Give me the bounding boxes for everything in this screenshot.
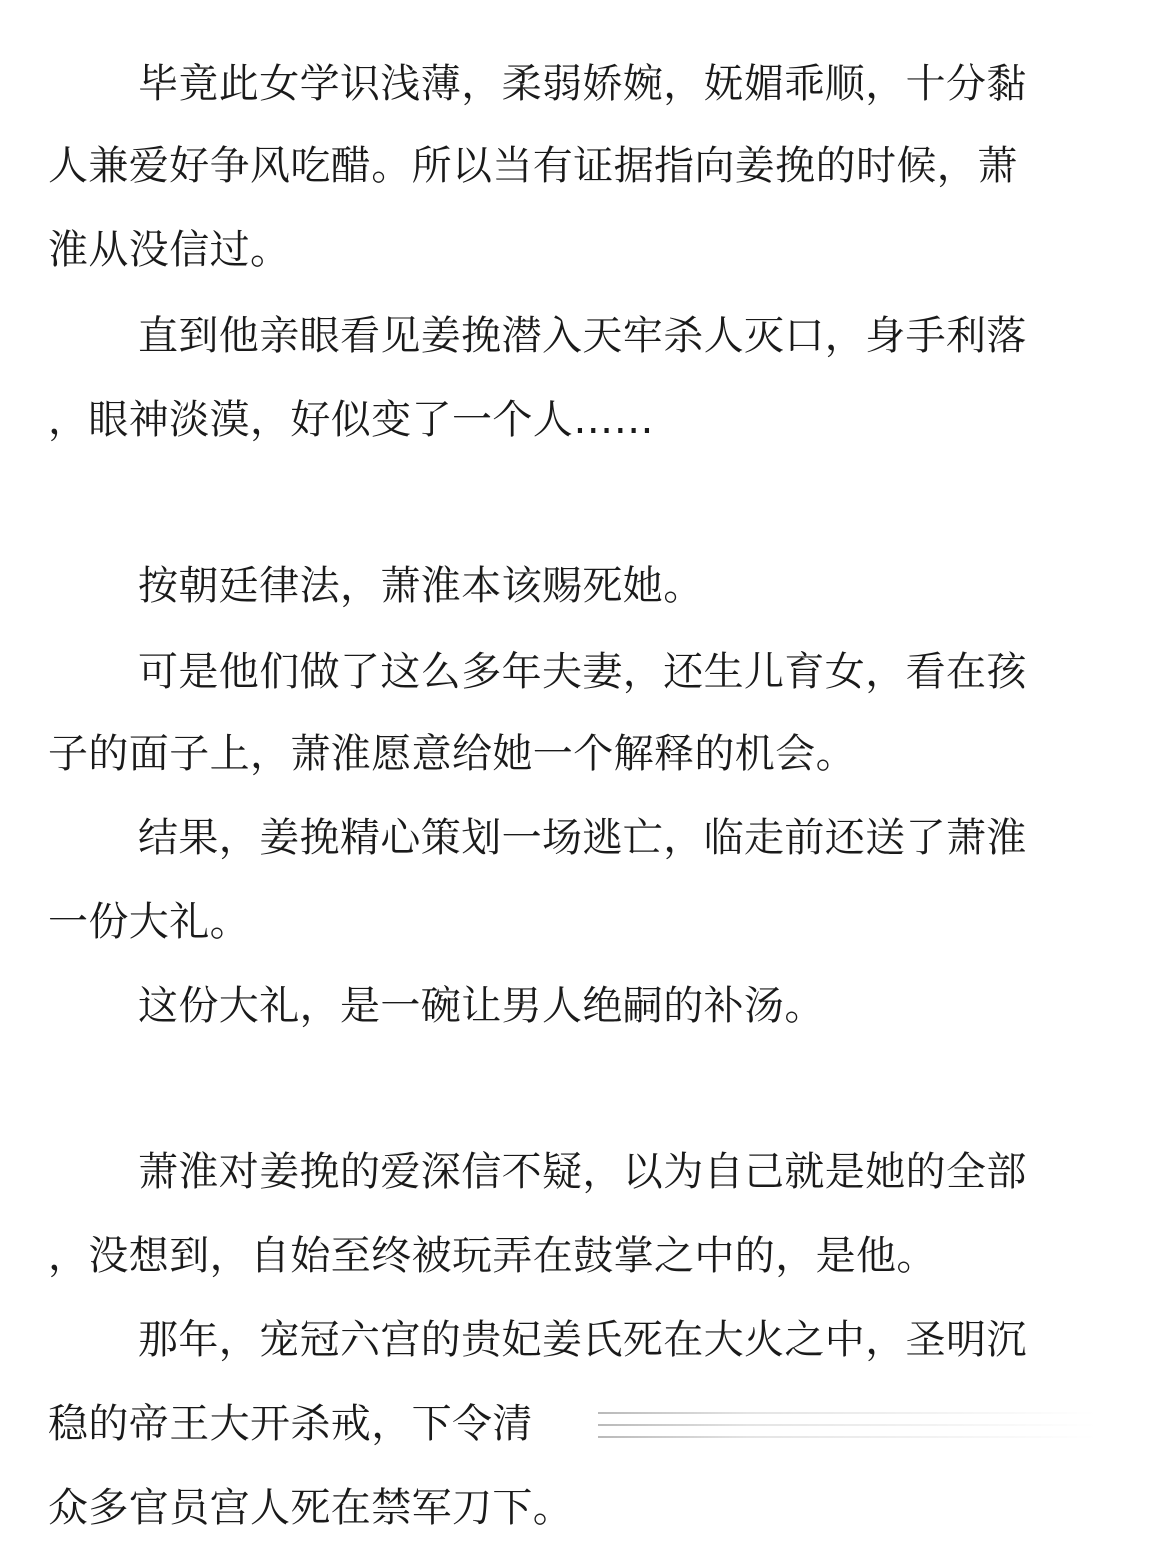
paragraph-4-line-1: 可是他们做了这么多年夫妻，还生儿育女，看在孩: [138, 649, 1027, 695]
paragraph-1-line-1: 毕竟此女学识浅薄，柔弱娇婉，妩媚乖顺，十分黏: [138, 61, 1027, 107]
paragraph-8-line-3: 众多官员宫人死在禁军刀下。: [48, 1485, 574, 1531]
paragraph-1-line-2: 人兼爱好争风吃醋。所以当有证据指向姜挽的时候，萧: [48, 143, 1018, 189]
paragraph-2-line-2: ，眼神淡漠，好似变了一个人……: [48, 397, 654, 443]
faded-text-overlay: [595, 1402, 1125, 1452]
faded-stroke-3: [598, 1436, 1098, 1438]
paragraph-4-line-2: 子的面子上，萧淮愿意给她一个解释的机会。: [48, 731, 856, 777]
paragraph-5-line-2: 一份大礼。: [48, 899, 250, 945]
paragraph-8-line-2: 稳的帝王大开杀戒，下令清: [48, 1401, 533, 1447]
paragraph-7-line-2: ，没想到，自始至终被玩弄在鼓掌之中的，是他。: [48, 1233, 937, 1279]
faded-stroke-2: [598, 1424, 1098, 1426]
paragraph-7-line-1: 萧淮对姜挽的爱深信不疑，以为自己就是她的全部: [138, 1149, 1027, 1195]
paragraph-3-line-1: 按朝廷律法，萧淮本该赐死她。: [138, 563, 704, 609]
paragraph-6-line-1: 这份大礼，是一碗让男人绝嗣的补汤。: [138, 983, 825, 1029]
faded-stroke-1: [598, 1412, 1098, 1414]
paragraph-1-line-3: 淮从没信过。: [48, 227, 291, 273]
paragraph-8-line-1: 那年，宠冠六宫的贵妃姜氏死在大火之中，圣明沉: [138, 1317, 1027, 1363]
paragraph-2-line-1: 直到他亲眼看见姜挽潜入天牢杀人灭口，身手利落: [138, 313, 1027, 359]
paragraph-5-line-1: 结果，姜挽精心策划一场逃亡，临走前还送了萧淮: [138, 815, 1027, 861]
